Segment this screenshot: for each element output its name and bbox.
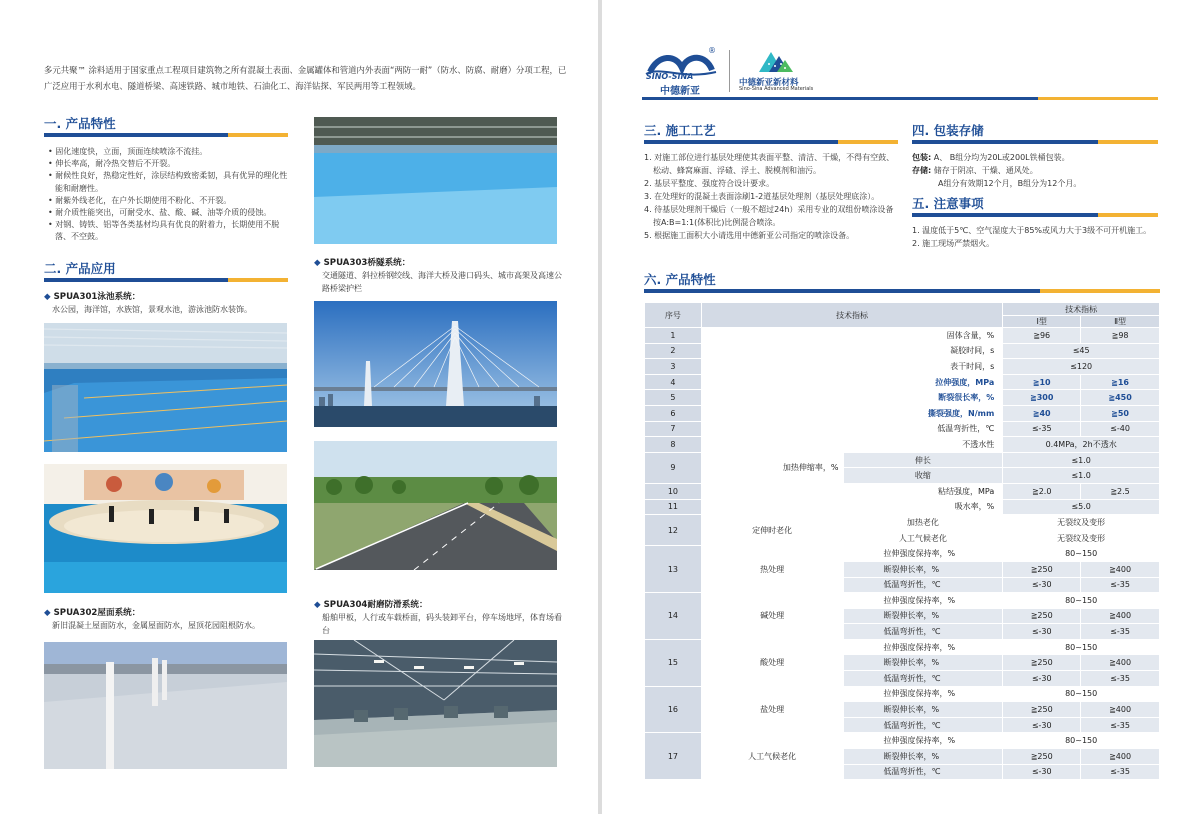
sub-label: 拉伸强度保持率，% — [843, 546, 1003, 562]
section-title-packaging: 四. 包装存储 — [912, 123, 984, 138]
brand-cn: 中德新亚新材料 — [739, 78, 799, 88]
row-value-2: ≧400 — [1081, 655, 1160, 671]
table-cell: ≤5.0 — [1003, 499, 1160, 515]
section-title-process: 三. 施工工艺 — [644, 123, 716, 138]
sub-label: 断裂伸长率，% — [843, 561, 1003, 577]
section-title-features: 一. 产品特性 — [44, 116, 116, 131]
process-steps — [644, 151, 896, 242]
table-row — [645, 686, 1160, 702]
section-title-notes: 五. 注意事项 — [912, 196, 984, 211]
row-value-2: ≧16 — [1081, 374, 1160, 390]
table-cell: 无裂纹及变形 — [1003, 530, 1160, 546]
factory-floor-photo — [314, 640, 557, 767]
step-item: 5. 根据施工面积大小请选用中德新亚公司指定的喷涂设备。 — [644, 231, 855, 240]
row-value-1: ≤-30 — [1003, 624, 1081, 640]
table-cell: 伸长 — [843, 452, 1003, 468]
left-page — [0, 0, 598, 814]
row-label: 表干时间，s — [701, 359, 1002, 375]
row-value-1: ≤-30 — [1003, 577, 1081, 593]
table-cell: ≧2.5 — [1081, 483, 1160, 499]
row-no: 14 — [645, 593, 702, 640]
sub-label: 低温弯折性，℃ — [843, 764, 1003, 780]
row-value-1: ≧300 — [1003, 390, 1081, 406]
sub-label: 低温弯折性，℃ — [843, 624, 1003, 640]
spua301-title: ◆ SPUA301泳池系统： — [44, 292, 141, 302]
step-item: 4. 待基层处理剂干燥后（一般不超过24h）采用专业的双组份喷涂设备按A:B=1:1(体积比)比例混合喷涂。 — [644, 205, 894, 227]
row-no: 8 — [645, 437, 702, 453]
feature-item: • 耐候性良好，热稳定性好，涂层结构致密柔韧，具有优异的理化性能和耐磨性。 — [48, 171, 288, 193]
row-value-2: ≧400 — [1081, 749, 1160, 765]
row-label: 人工气候老化 — [701, 733, 843, 780]
th-type1: Ⅰ型 — [1003, 316, 1081, 328]
table-row — [645, 499, 1160, 515]
row-value: ≤120 — [1003, 359, 1160, 375]
table-cell: 加热伸缩率，% — [701, 452, 843, 483]
spua302-title: ◆ SPUA302屋面系统： — [44, 608, 141, 618]
spua301-desc: 水公园，海洋馆，水族馆，景观水池，游泳池防水装饰。 — [52, 305, 252, 314]
pool-coating-photo — [314, 117, 557, 244]
packaging-info — [912, 151, 1158, 190]
row-no: 15 — [645, 639, 702, 686]
row-value-1: ≧250 — [1003, 561, 1081, 577]
row-no: 17 — [645, 733, 702, 780]
table-row — [645, 359, 1160, 375]
row-no: 7 — [645, 421, 702, 437]
table-cell: 人工气候老化 — [843, 530, 1003, 546]
row-no: 6 — [645, 405, 702, 421]
table-cell: 粘结强度，MPa — [701, 483, 1002, 499]
row-value-1: ≤-35 — [1003, 421, 1081, 437]
store-label: 存储: — [912, 166, 932, 175]
table-cell: 11 — [645, 499, 702, 515]
table-row — [645, 452, 1160, 468]
header-bar — [642, 97, 1158, 100]
section-bar — [912, 213, 1158, 217]
table-row — [645, 390, 1160, 406]
row-value: 80~150 — [1003, 733, 1160, 749]
section-bar — [44, 278, 288, 282]
spua304-desc: 船舶甲板，人行或车载桥面，码头装卸平台，停车场地坪，体育场看台 — [322, 613, 562, 635]
table-cell: ≤1.0 — [1003, 452, 1160, 468]
row-value-2: ≤-35 — [1081, 577, 1160, 593]
row-value-1: ≤-30 — [1003, 717, 1081, 733]
row-value-2: ≧98 — [1081, 328, 1160, 344]
row-value-2: ≤-35 — [1081, 624, 1160, 640]
store-text-2: A组分有效期12个月，B组分为12个月。 — [938, 179, 1082, 188]
sub-label: 低温弯折性，℃ — [843, 577, 1003, 593]
row-value-1: ≤-30 — [1003, 671, 1081, 687]
table-row — [645, 639, 1160, 655]
feature-list — [48, 146, 293, 244]
row-value: 80~150 — [1003, 593, 1160, 609]
pack-text: A、 B组分均为20L或200L铁桶包装。 — [933, 153, 1070, 162]
table-cell: 吸水率，% — [701, 499, 1002, 515]
row-value-1: ≧10 — [1003, 374, 1081, 390]
row-no: 3 — [645, 359, 702, 375]
spua303-title: ◆ SPUA303桥隧系统： — [314, 258, 411, 268]
row-value: ≤45 — [1003, 343, 1160, 359]
feature-item: • 对钢、铸铁、铝等各类基材均具有优良的附着力，长期使用不脱落、不空鼓。 — [48, 220, 280, 242]
sub-label: 断裂伸长率，% — [843, 702, 1003, 718]
note-item: 2. 施工现场严禁烟火。 — [912, 239, 995, 248]
table-row — [645, 328, 1160, 344]
row-label: 酸处理 — [701, 639, 843, 686]
th-type2: Ⅱ型 — [1081, 316, 1160, 328]
table-row — [645, 374, 1160, 390]
notes-list — [912, 224, 1158, 250]
table-row — [645, 343, 1160, 359]
row-value-1: ≧250 — [1003, 655, 1081, 671]
right-page — [602, 0, 1200, 814]
row-no: 5 — [645, 390, 702, 406]
row-value-2: ≤-35 — [1081, 717, 1160, 733]
pack-label: 包装: — [912, 153, 932, 162]
sub-label: 断裂伸长率，% — [843, 749, 1003, 765]
row-value-1: ≧40 — [1003, 405, 1081, 421]
table-cell: 9 — [645, 452, 702, 483]
spua302-desc: 新旧混凝土屋面防水，金属屋面防水，屋顶花园阻根防水。 — [52, 621, 260, 630]
table-row — [645, 437, 1160, 453]
row-label: 拉伸强度，MPa — [701, 374, 1002, 390]
logo-cn-text: 中德新亚 — [660, 86, 700, 97]
row-value-1: ≧96 — [1003, 328, 1081, 344]
th-no: 序号 — [645, 303, 702, 328]
row-label: 凝胶时间，s — [701, 343, 1002, 359]
section-title-spec: 六. 产品特性 — [644, 272, 716, 287]
row-value: 80~150 — [1003, 639, 1160, 655]
table-cell: 加热老化 — [843, 515, 1003, 531]
feature-item: • 固化速度快，立面，顶面连续喷涂不流挂。 — [48, 147, 208, 156]
row-value-1: ≤-30 — [1003, 764, 1081, 780]
table-row — [645, 421, 1160, 437]
spua304-title: ◆ SPUA304耐磨防滑系统： — [314, 600, 428, 610]
row-value-1: ≧250 — [1003, 608, 1081, 624]
table-cell: ≧2.0 — [1003, 483, 1081, 499]
spua303-desc: 交通隧道、斜拉桥钢绞线、海洋大桥及港口码头、城市高架及高速公路桥梁护栏 — [322, 271, 562, 293]
brand-logo — [739, 46, 814, 94]
row-value: 80~150 — [1003, 686, 1160, 702]
feature-item: • 伸长率高，耐冷热交替后不开裂。 — [48, 159, 176, 169]
row-value-1: ≧250 — [1003, 749, 1081, 765]
sub-label: 断裂伸长率，% — [843, 655, 1003, 671]
row-no: 4 — [645, 374, 702, 390]
step-item: 1. 对施工部位进行基层处理使其表面平整、清洁、干燥，不得有空鼓、松动、蜂窝麻面、浮碴、浮土、脱模剂和油污。 — [644, 153, 895, 175]
intro-text: 多元共聚™ 涂料适用于国家重点工程项目建筑物之所有混凝土表面、金属罐体和管道内外表面“两防一耐”（防水、防腐、耐磨）分项工程，已广泛应用于水利水电、隧道桥梁、高速铁路、城市地铁、石油化工、海洋钻探、军民两用等工程领域。 — [44, 65, 567, 91]
logo-en-text: SINO-SINA — [646, 72, 694, 81]
table-row — [645, 733, 1160, 749]
spec-table — [644, 302, 1160, 780]
table-row — [645, 515, 1160, 531]
table-row — [645, 483, 1160, 499]
sub-label: 低温弯折性，℃ — [843, 671, 1003, 687]
row-no: 2 — [645, 343, 702, 359]
brand-en: Sino-Sina Advanced Materials — [739, 86, 814, 92]
section-title-application: 二. 产品应用 — [44, 261, 116, 276]
sub-label: 拉伸强度保持率，% — [843, 593, 1003, 609]
table-cell: 10 — [645, 483, 702, 499]
section-bar — [644, 289, 1160, 293]
table-cell: 无裂纹及变形 — [1003, 515, 1160, 531]
row-value-2: ≧450 — [1081, 390, 1160, 406]
section-bar — [644, 140, 898, 144]
bridge-photo — [314, 301, 557, 427]
table-row — [645, 546, 1160, 562]
registered-mark: ® — [708, 46, 716, 55]
row-label: 碱处理 — [701, 593, 843, 640]
th-index: 技术指标 — [701, 303, 1002, 328]
table-cell: ≤1.0 — [1003, 468, 1160, 484]
sub-label: 低温弯折性，℃ — [843, 717, 1003, 733]
row-value-2: ≤-35 — [1081, 671, 1160, 687]
row-label: 不透水性 — [701, 437, 1002, 453]
step-item: 2. 基层平整度、强度符合设计要求。 — [644, 179, 775, 188]
table-cell: 定伸时老化 — [701, 515, 843, 546]
row-no: 13 — [645, 546, 702, 593]
th-group: 技术指标 — [1003, 303, 1160, 316]
row-label: 断裂很长率，% — [701, 390, 1002, 406]
roof-photo — [44, 642, 287, 769]
row-label: 撕裂强度，N/mm — [701, 405, 1002, 421]
feature-item: • 耐紫外线老化，在户外长期使用不粉化、不开裂。 — [48, 195, 232, 205]
sub-label: 拉伸强度保持率，% — [843, 639, 1003, 655]
row-value: 0.4MPa，2h不透水 — [1003, 437, 1160, 453]
highway-photo — [314, 441, 557, 570]
row-value-2: ≧400 — [1081, 702, 1160, 718]
row-label: 固体含量，% — [701, 328, 1002, 344]
row-value-2: ≤-35 — [1081, 764, 1160, 780]
aquarium-photo — [44, 464, 287, 593]
sino-sina-logo — [642, 46, 722, 96]
table-cell: 收缩 — [843, 468, 1003, 484]
sub-label: 拉伸强度保持率，% — [843, 686, 1003, 702]
sub-label: 拉伸强度保持率，% — [843, 733, 1003, 749]
note-item: 1. 温度低于5℃、空气湿度大于85%或风力大于3级不可开机施工。 — [912, 226, 1152, 235]
feature-item: • 耐介质性能突出，可耐受水、盐、酸、碱、油等介质的侵蚀。 — [48, 208, 272, 218]
row-label: 盐处理 — [701, 686, 843, 733]
sub-label: 断裂伸长率，% — [843, 608, 1003, 624]
row-value-2: ≧400 — [1081, 608, 1160, 624]
mountain-icon — [739, 46, 809, 76]
table-row — [645, 593, 1160, 609]
row-no: 1 — [645, 328, 702, 344]
section-bar — [44, 133, 288, 137]
table-row — [645, 405, 1160, 421]
row-no: 16 — [645, 686, 702, 733]
row-value-2: ≤-40 — [1081, 421, 1160, 437]
indoor-pool-photo — [44, 323, 287, 452]
logo-divider — [729, 50, 730, 92]
row-value: 80~150 — [1003, 546, 1160, 562]
row-value-2: ≧400 — [1081, 561, 1160, 577]
section-bar — [912, 140, 1158, 144]
store-text: 储存于阴凉、干燥、通风处。 — [933, 166, 1038, 175]
table-cell: 12 — [645, 515, 702, 546]
row-label: 热处理 — [701, 546, 843, 593]
step-item: 3. 在处理好的混凝土表面涂刷1-2道基层处理剂（基层处理底涂）。 — [644, 192, 880, 201]
row-value-1: ≧250 — [1003, 702, 1081, 718]
row-label: 低温弯折性，℃ — [701, 421, 1002, 437]
row-value-2: ≧50 — [1081, 405, 1160, 421]
